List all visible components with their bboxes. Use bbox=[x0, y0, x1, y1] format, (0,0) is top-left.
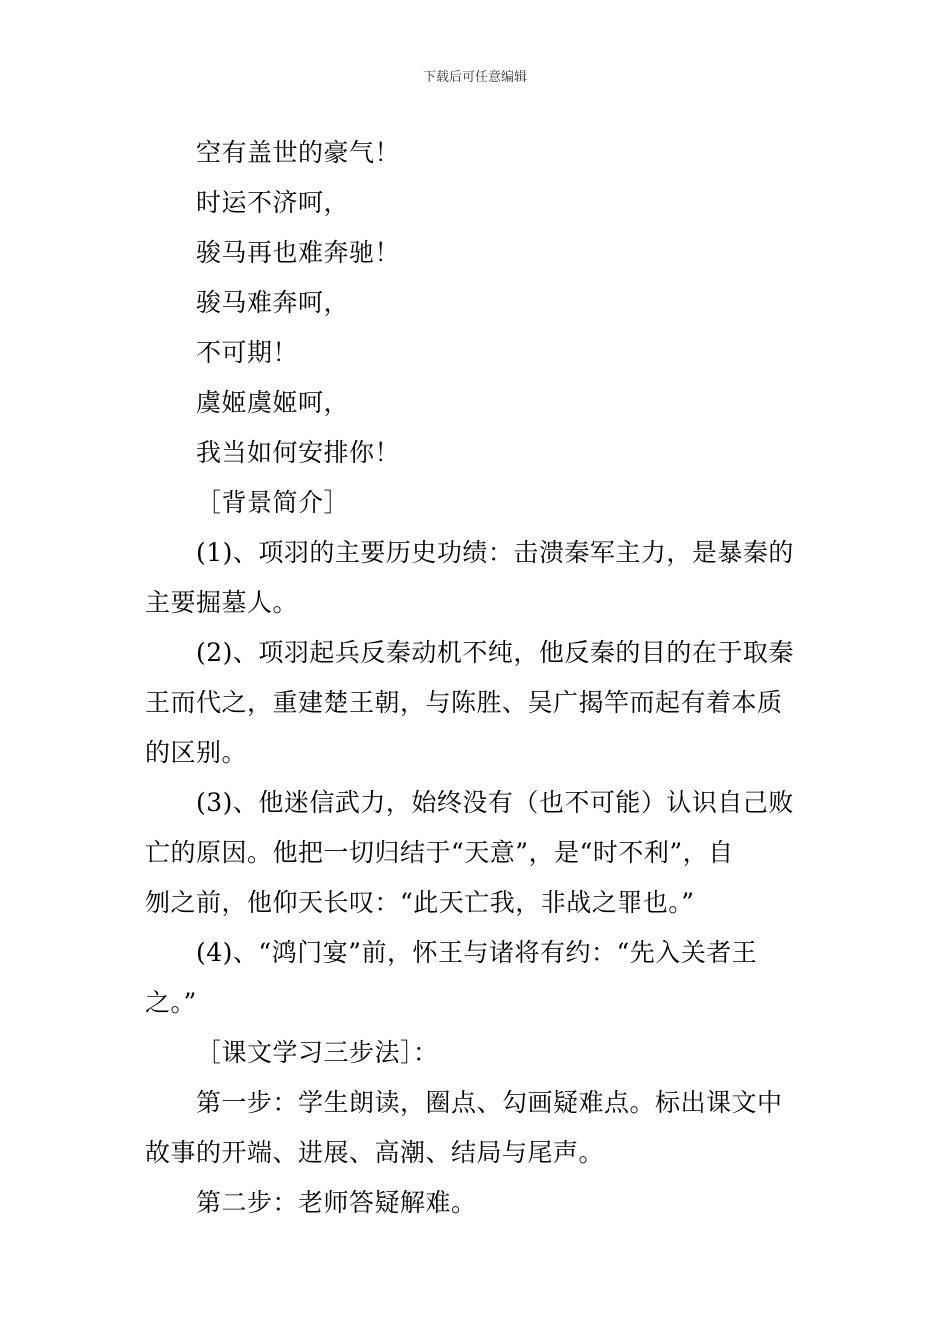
paragraph-line: 故事的开端、进展、高潮、结局与尾声。 bbox=[145, 1138, 605, 1167]
paragraph-line: (2)、项羽起兵反秦动机不纯，他反秦的目的在于取秦 bbox=[196, 638, 794, 667]
paragraph-line: 第一步：学生朗读，圈点、勾画疑难点。标出课文中 bbox=[196, 1088, 783, 1117]
poem-line: 我当如何安排你！ bbox=[196, 438, 401, 467]
paragraph-line: 刎之前，他仰天长叹：“此天亡我，非战之罪也。” bbox=[145, 888, 695, 917]
poem-line: 骏马再也难奔驰！ bbox=[196, 238, 401, 267]
paragraph-line: 第二步：老师答疑解难。 bbox=[196, 1188, 477, 1217]
paragraph-line: (3)、他迷信武力，始终没有（也不可能）认识自己败 bbox=[196, 788, 794, 817]
paragraph-line: 王而代之，重建楚王朝，与陈胜、吴广揭竿而起有着本质 bbox=[145, 688, 783, 717]
poem-line: 时运不济呵， bbox=[196, 188, 350, 217]
section-heading-background: ［背景简介］ bbox=[196, 488, 350, 517]
section-heading-steps: ［课文学习三步法］： bbox=[196, 1038, 439, 1067]
document-body bbox=[145, 128, 809, 1228]
poem-line: 虞姬虞姬呵， bbox=[196, 388, 350, 417]
paragraph-line: (4)、“鸿门宴”前，怀王与诸将有约：“先入关者王 bbox=[196, 938, 758, 967]
paragraph-line: 亡的原因。他把一切归结于“天意”，是“时不利”，自 bbox=[145, 838, 734, 867]
paragraph-line: 主要掘墓人。 bbox=[145, 588, 299, 617]
paragraph-line: 的区别。 bbox=[145, 738, 248, 767]
poem-line: 空有盖世的豪气！ bbox=[196, 138, 401, 167]
page-header: 下载后可任意编辑 bbox=[422, 70, 527, 85]
poem-line: 不可期！ bbox=[196, 338, 299, 367]
paragraph-line: (1)、项羽的主要历史功绩：击溃秦军主力，是暴秦的 bbox=[196, 538, 794, 567]
poem-line: 骏马难奔呵， bbox=[196, 288, 350, 317]
paragraph-line: 之。” bbox=[145, 988, 197, 1017]
